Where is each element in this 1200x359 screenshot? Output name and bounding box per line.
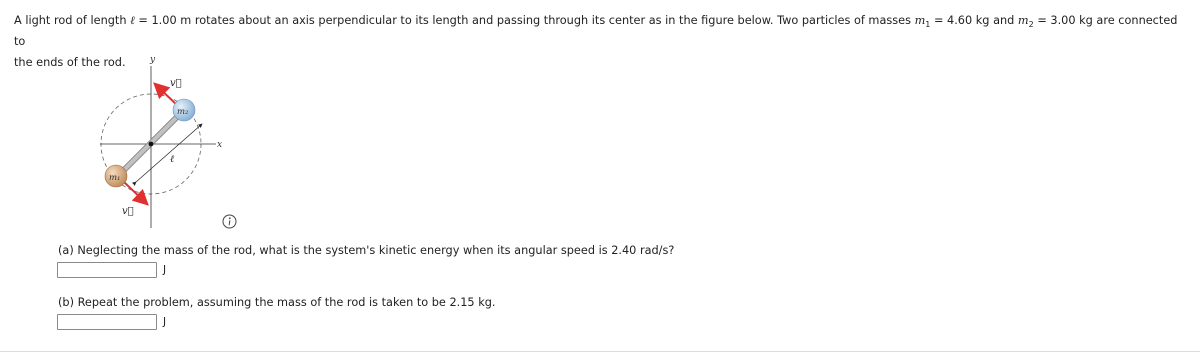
mass-m2-label: m₂: [177, 107, 189, 117]
length-label: ℓ: [170, 154, 175, 165]
pivot-point: [149, 142, 154, 147]
mass-m1-label: m₁: [109, 173, 121, 183]
y-axis-label: y: [150, 55, 156, 65]
bottom-divider: [0, 351, 1200, 352]
rotating-rod-figure: [92, 52, 242, 230]
part-a-unit: J: [163, 264, 167, 276]
m1-value: = 4.60 kg and: [930, 14, 1018, 27]
problem-line-2: the ends of the rod.: [14, 56, 126, 69]
part-b-unit: J: [163, 316, 167, 328]
part-a-answer-row: [57, 261, 166, 279]
length-dimension-line: [136, 124, 202, 182]
part-a-question: (a) Neglecting the mass of the rod, what is the system's kinetic energy when its angular speed is 2.40 rad/s?: [58, 244, 675, 257]
ell-value: = 1.00 m rotates about an axis perpendicular to its length and passing through its center as in the figure below. Two particles of masses: [134, 14, 915, 27]
m2-value: = 3.00 kg are connected to: [14, 14, 1178, 48]
part-b-answer-input[interactable]: [57, 314, 157, 330]
ell-symbol: ℓ: [130, 14, 135, 27]
velocity-label-top: v⃗: [170, 78, 182, 89]
velocity-arrow-m1: [124, 182, 146, 203]
x-axis-label: x: [217, 140, 223, 150]
part-a-answer-input[interactable]: [57, 262, 157, 278]
m2-symbol: m: [1017, 14, 1029, 27]
part-b-question: (b) Repeat the problem, assuming the mass of the rod is taken to be 2.15 kg.: [58, 296, 496, 309]
info-icon[interactable]: [222, 214, 237, 229]
problem-intro: A light rod of length: [14, 14, 131, 27]
velocity-label-bottom: v⃗: [122, 206, 134, 217]
part-b-answer-row: [57, 313, 166, 331]
m2-subscript: 2: [1028, 20, 1034, 29]
m1-subscript: 1: [925, 20, 931, 29]
m1-symbol: m: [914, 14, 926, 27]
